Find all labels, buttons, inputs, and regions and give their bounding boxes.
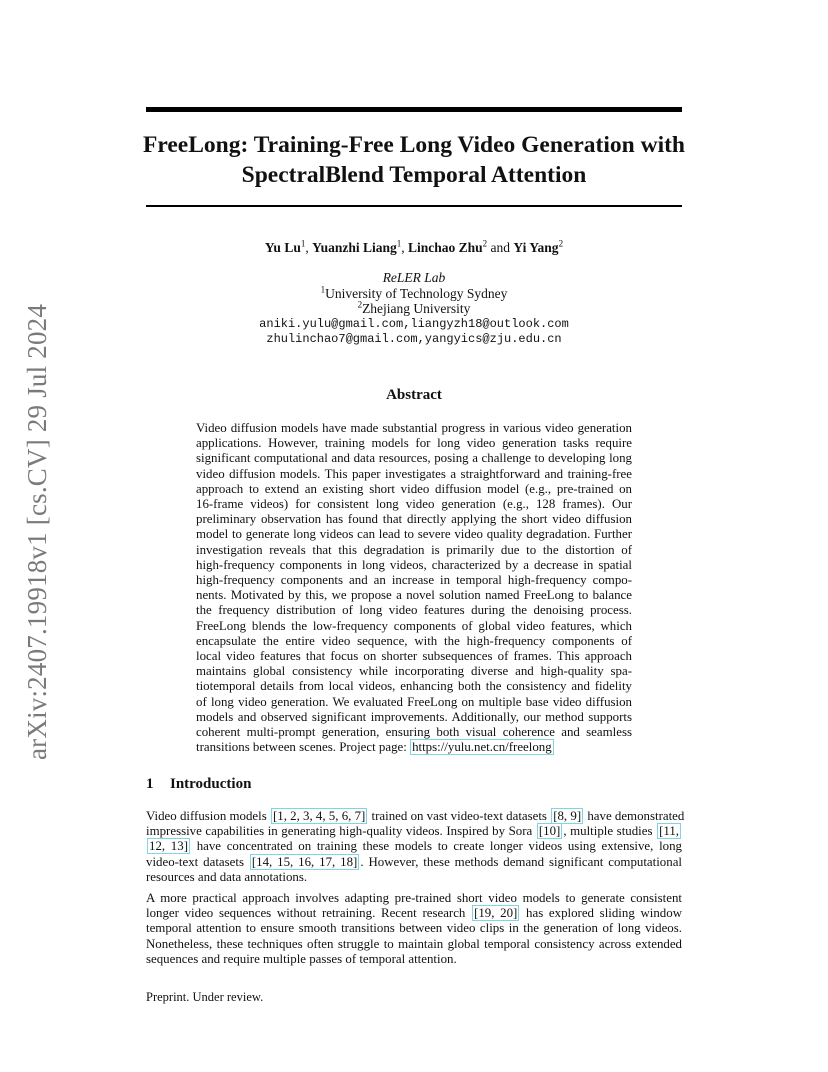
lab-name: ReLER Lab bbox=[382, 270, 446, 285]
abstract-line: maintains global consistency while incorporating diverse and high-quality spa- bbox=[196, 664, 632, 679]
text: . However, these methods demand significant computational bbox=[360, 854, 683, 869]
abstract-line: applications. However, training models for long video generation tasks require bbox=[196, 436, 632, 451]
abstract-line: high-frequency components and an increase in temporal high-frequency compo- bbox=[196, 573, 632, 588]
abstract-line: video diffusion models. This paper investigates a straightforward and training-free bbox=[196, 466, 632, 481]
citation-link[interactable]: [1, 2, 3, 4, 5, 6, 7] bbox=[272, 809, 366, 823]
author-list bbox=[120, 240, 708, 256]
author-affiliation-mark: 1 bbox=[396, 238, 402, 249]
author-name: Yi Yang bbox=[513, 240, 559, 255]
author-separator: , bbox=[305, 240, 313, 255]
author-name: Linchao Zhu bbox=[408, 240, 483, 255]
abstract-line: local video features that focus on shorter subsequences of frames. This approach bbox=[196, 649, 632, 664]
intro-paragraph-1 bbox=[146, 809, 685, 885]
affiliation-1 bbox=[120, 286, 708, 302]
paper-title bbox=[120, 130, 708, 190]
affiliation-mark: 2 bbox=[357, 299, 363, 310]
email-line-1: aniki.yulu@gmail.com,liangyzh18@outlook.com bbox=[259, 316, 569, 331]
paragraph-line: sequences and require multiple passes of temporal attention. bbox=[146, 951, 457, 966]
text: longer video sequences without retraining. Recent research bbox=[146, 906, 472, 921]
author-name: Yu Lu bbox=[264, 240, 301, 255]
abstract-line: Video diffusion models have made substantial progress in various video generation bbox=[196, 421, 632, 435]
text: video-text datasets bbox=[146, 854, 249, 869]
abstract-line: preliminary observation has found that directly applying the short video diffusion bbox=[196, 512, 632, 527]
abstract-line: approach to extend an existing short video diffusion model (e.g., pre-trained on bbox=[196, 481, 632, 496]
paragraph-line bbox=[146, 855, 682, 870]
citation-link[interactable]: [19, 20] bbox=[474, 906, 518, 921]
abstract-heading: Abstract bbox=[386, 387, 442, 403]
paragraph-line bbox=[146, 906, 682, 921]
title-line-1: FreeLong: Training-Free Long Video Generation with bbox=[142, 132, 685, 158]
abstract-line: of long video generation. We evaluated FreeLong on multiple base video diffusion bbox=[196, 694, 632, 709]
title-top-rule bbox=[146, 107, 682, 112]
abstract-line: encapsulate the entire video sequence, with the high-frequency components of bbox=[196, 633, 632, 648]
citation-link[interactable]: [11, bbox=[659, 824, 679, 839]
citation-link[interactable]: [10] bbox=[538, 824, 561, 839]
author-affiliation-mark: 2 bbox=[482, 238, 488, 249]
section-number: 1 bbox=[146, 776, 154, 792]
affiliation-name: University of Technology Sydney bbox=[325, 285, 508, 301]
author-affiliation-mark: 2 bbox=[558, 238, 564, 249]
paragraph-line bbox=[146, 839, 682, 854]
abstract-line: investigation reveals that this degradation is primarily due to the distortion of bbox=[196, 542, 632, 557]
citation-link[interactable]: [8, 9] bbox=[553, 809, 582, 823]
abstract-line: model to generate long videos can lead to severe video quality degradation. Further bbox=[196, 527, 632, 542]
author-separator: , bbox=[401, 240, 408, 255]
citation-link[interactable]: 12, 13] bbox=[149, 839, 188, 854]
abstract-line: the frequency distribution of long video features during the denoising process. bbox=[196, 603, 632, 618]
affiliations bbox=[120, 270, 708, 348]
arxiv-stamp: arXiv:2407.19918v1 [cs.CV] 29 Jul 2024 bbox=[22, 303, 52, 760]
affiliation-name: Zhejiang University bbox=[362, 301, 471, 316]
abstract-line: coherent multi-prompt generation, ensuring both visual coherence and seamless bbox=[196, 725, 632, 740]
text: have demonstrated bbox=[584, 809, 685, 823]
abstract-line: models and observed significant improvements. Additionally, our method supports bbox=[196, 709, 632, 724]
email-line-2: zhulinchao7@gmail.com,yangyics@zju.edu.cn bbox=[266, 332, 562, 346]
text: impressive capabilities in generating high-quality videos. Inspired by Sora bbox=[146, 824, 536, 839]
citation-link[interactable]: [14, 15, 16, 17, 18] bbox=[251, 854, 358, 869]
paragraph-line: temporal attention to ensure smooth transitions between video clips in the generation of long videos. bbox=[146, 921, 682, 936]
affiliation-mark: 1 bbox=[320, 284, 326, 294]
author-name: Yuanzhi Liang bbox=[312, 240, 397, 255]
abstract-line-text: transitions between scenes. Project page: bbox=[196, 740, 411, 755]
text: , multiple studies bbox=[563, 824, 657, 839]
project-page-link[interactable]: https://yulu.net.cn/freelong bbox=[412, 740, 552, 755]
section-title: Introduction bbox=[170, 776, 252, 792]
author-affiliation-mark: 1 bbox=[300, 238, 306, 249]
affiliation-2 bbox=[120, 301, 708, 317]
abstract-line: high-frequency components in long videos, characterized by a decrease in spatial bbox=[196, 557, 632, 572]
paragraph-line: resources and data annotations. bbox=[146, 869, 308, 884]
text: Video diffusion models bbox=[146, 809, 270, 823]
abstract-last-line bbox=[196, 740, 632, 755]
text: trained on vast video-text datasets bbox=[368, 809, 551, 823]
abstract-body bbox=[196, 421, 632, 755]
paragraph-line bbox=[146, 824, 682, 839]
abstract-line: FreeLong blends the low-frequency components of global video features, which bbox=[196, 618, 632, 633]
title-bottom-rule bbox=[146, 205, 682, 207]
abstract-line: tiotemporal details from local videos, enhancing both the consistency and fidelity bbox=[196, 679, 632, 694]
abstract-line: significant computational and data resources, posing a challenge to developing long bbox=[196, 451, 632, 466]
paragraph-line: A more practical approach involves adapting pre-trained short video models to generate consistent bbox=[146, 891, 682, 905]
section-heading bbox=[146, 776, 251, 793]
title-line-2: SpectralBlend Temporal Attention bbox=[241, 162, 587, 188]
author-separator: and bbox=[487, 240, 514, 255]
abstract-line: 16-frame videos) for consistent long video generation (e.g., 128 frames). Our bbox=[196, 497, 632, 512]
abstract-line: nents. Motivated by this, we propose a novel solution named FreeLong to balance bbox=[196, 588, 632, 603]
intro-paragraph-2 bbox=[146, 891, 682, 967]
text: has explored sliding window bbox=[520, 906, 682, 921]
paragraph-line: Nonetheless, these techniques often struggle to maintain global temporal consistency across extended bbox=[146, 936, 682, 951]
footer-note: Preprint. Under review. bbox=[146, 990, 264, 1004]
text: have concentrated on training these models to create longer videos using extensive, long bbox=[191, 839, 682, 854]
paragraph-line bbox=[146, 809, 685, 824]
